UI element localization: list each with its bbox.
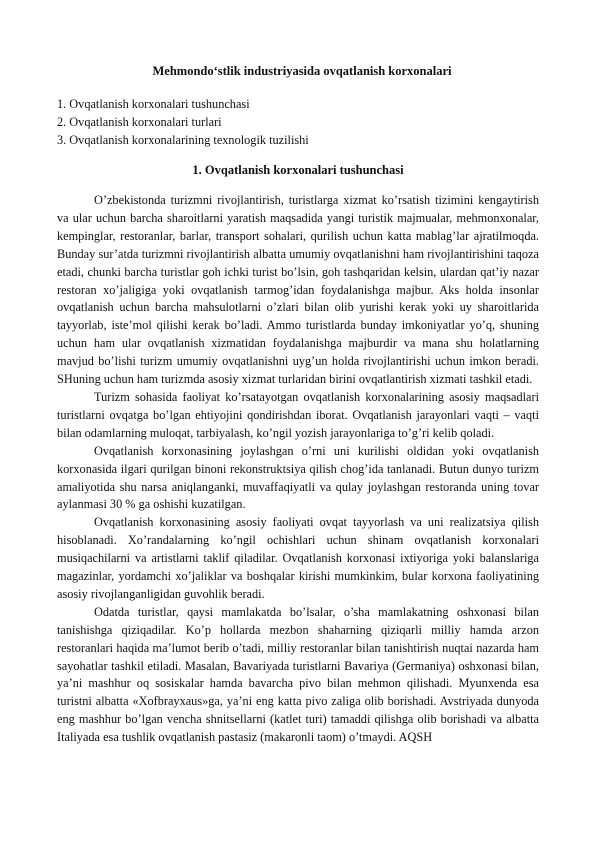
toc-item: 2. Ovqatlanish korxonalari turlari (57, 115, 222, 129)
section-heading: 1. Ovqatlanish korxonalari tushunchasi (192, 163, 404, 177)
paragraph: O’zbekistonda turizmni rivojlantirish, turistlarga xizmat ko’rsatish tizimini kengaytirish va ular uchun barcha sharoitlarni yaratish maqsadida yangi turistik majmualar, mehmonxonalar, kempinglar, restoranlar, barlar, transport sohalari, qurilish uchun katta mablag’lar ajratilmoqda. Bunday sur’atda turizmni rivojlantirish albatta umumiy ovqatlanishni ham rivojlantirishini taqoza etadi, chunki barcha turistlar goh ichki turist bo’lsin, goh tashqaridan kelsin, ulardan qat’iy nazar restoran xo’jaligiga yoki ovqatlanish tarmog’idan foydalanishga majbur. Aks holda insonlar ovqatlanish uchun barcha mahsulotlarni o’zlari bilan olib yurishi kerak yoki uy sharoitlarida tayyorlab, iste’mol qilishi kerak bo’ladi. Ammo turistlarda bunday imkoniyatlar yo’q, shuning uchun ham ular ovqatlanish xizmatidan foydalanishga majburdir va mana shu holatlarning mavjud bo’lishi turizm umumiy ovqatlanishni uyg’un holda rivojlantirishi uchun imkon beradi. SHuning uchun ham turizmda asosiy xizmat turlaridan birini ovqatlantirish xizmati tashkil etadi. (57, 193, 539, 387)
paragraph: Ovqatlanish korxonasining joylashgan o’rni uni kurilishi oldidan yoki ovqatlanish korxonasida ilgari qurilgan binoni rekonstruktsiya qilish chog’ida tanlanadi. Butun dunyo turizm amaliyotida shu narsa aniqlanganki, muvaffaqiyatli va qulay joylashgan restoranda uning tovar aylanmasi 30 % ga oshishi kuzatilgan. (57, 443, 539, 512)
paragraph: Odatda turistlar, qaysi mamlakatda bo’lsalar, o’sha mamlakatning oshxonasi bilan tanishishga qiziqadilar. Ko’p hollarda mezbon shaharning qiziqarli milliy hamda arzon restoranlari haqida ma’lumot berib o’tadi, milliy restoranlar bilan tanishtirish nuqtai nazarda ham sayohatlar tashkil etiladi. Masalan, Bavariyada turistlarni Bavariya (Germaniya) oshxonasi bilan, ya’ni mashhur oq sosiskalar hamda bavarcha pivo bilan mehmon qilishadi. Myunxenda esa turistni albatta «Xofbrayxaus»ga, ya’ni eng katta pivo zaliga olib borishadi. Avstriyada dunyoda eng mashhur bo’lgan vencha shnitsellarni (katlet turi) tamaddi qilishga olib borishadi va albatta Italiyada esa tushlik ovqatlanish pastasiz (makaronli taom) o’tmaydi. AQSH (57, 604, 539, 745)
paragraph: Turizm sohasida faoliyat ko’rsatayotgan ovqatlanish korxonalarining asosiy maqsadlari turistlarni ovqatga bo’lgan ehtiyojini qondirishdan iborat. Ovqatlanish jarayonlari vaqti – vaqti bilan odamlarning muloqat, tarbiyalash, ko’ngil yozish jarayonlariga to’g’ri kelib qoladi. (57, 389, 539, 440)
toc-item: 3. Ovqatlanish korxonalarining texnologik tuzilishi (57, 133, 309, 147)
document-title: Mehmondo‘stlik industriyasida ovqatlanish korxonalari (152, 64, 452, 78)
toc-item: 1. Ovqatlanish korxonalari tushunchasi (57, 97, 250, 111)
table-of-contents (57, 95, 539, 149)
paragraph: Ovqatlanish korxonasining asosiy faoliyati ovqat tayyorlash va uni realizatsiya qilish hisoblanadi. Xo’randalarning ko’ngil ochishlari uchun shinam ovqatlanish korxonalari musiqachilarni va artistlarni taklif qiladilar. Ovqatlanish korxonasi ixtiyoriga yoki balanslariga magazinlar, yordamchi xo’jaliklar va boshqalar kirishi mumkinkim, bular korxona faoliyatining asosiy rivojlanganligidan guvohlik beradi. (57, 515, 539, 601)
